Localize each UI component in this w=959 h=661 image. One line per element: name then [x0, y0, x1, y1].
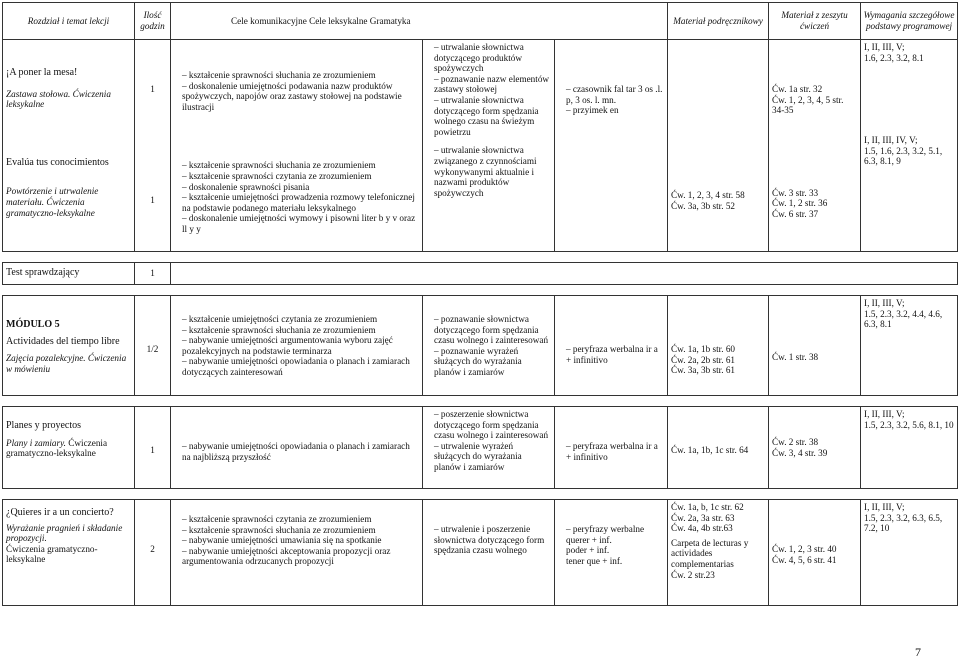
- requirement-code: 1.5, 2.3, 3.2, 5.6, 8.1, 10: [864, 419, 954, 430]
- requirement-code: I, II, III, V;: [864, 298, 905, 308]
- lex-item: – utrwalanie słownictwa dotyczącego form spędzania wolnego czasu na świeżym powietrzu: [426, 95, 551, 137]
- table-row: [3, 500, 958, 606]
- table-row: [3, 407, 958, 489]
- textbook-ref: Ćw. 2a, 2b str. 61: [671, 354, 736, 365]
- requirements-cell: [861, 296, 958, 396]
- workbook-ref: Ćw. 4, 5, 6 str. 41: [772, 554, 837, 565]
- topic-title: ¡A poner la mesa!: [6, 67, 78, 78]
- grammar-item: poder + inf.: [566, 545, 610, 556]
- topic-cell: [3, 296, 135, 396]
- lexical-goals-cell: [423, 407, 555, 489]
- goal-item: – kształcenie sprawności słuchania ze zrozumieniem: [174, 525, 419, 536]
- textbook-ref: Ćw. 3a, 3b str. 52: [671, 200, 736, 211]
- module-title: MÓDULO 5: [6, 319, 60, 330]
- grammar-item: – peryfraza werbalna ir a + infinitivo: [558, 344, 664, 365]
- textbook-ref: Carpeta de lecturas y actividades complementarias: [671, 537, 749, 569]
- hours-cell: 2: [135, 500, 171, 606]
- topic-cell: [3, 500, 135, 606]
- textbook-ref: Ćw. 2a, 3a str. 63: [671, 512, 735, 523]
- requirements-cell: [861, 40, 958, 252]
- textbook-cell: [668, 296, 769, 396]
- textbook-ref: Ćw. 1a, 1b str. 60: [671, 344, 736, 354]
- requirements-cell: [861, 407, 958, 489]
- requirement-code: I, II, III, V;: [864, 409, 905, 419]
- textbook-ref: Ćw. 3a, 3b str. 61: [671, 365, 736, 376]
- goal-item: – nabywanie umiejętności opowiadania o planach i zamiarach na najbliższą przyszłość: [174, 441, 419, 462]
- header-topic: Rozdział i temat lekcji: [3, 3, 135, 40]
- lexical-goals-cell: [423, 500, 555, 606]
- grammar-item: querer + inf.: [566, 534, 612, 545]
- requirement-code: I, II, III, IV, V;: [864, 135, 918, 146]
- goal-item: – kształcenie sprawności słuchania ze zrozumieniem: [174, 325, 419, 336]
- topic-cell: [3, 40, 135, 252]
- communication-goals-cell: [171, 40, 423, 252]
- textbook-ref: Ćw. 2 str.23: [671, 569, 715, 580]
- goal-item: – kształcenie sprawności słuchania ze zrozumieniem: [174, 70, 419, 81]
- hours-value: 1: [150, 194, 155, 205]
- goal-item: – kształcenie sprawności czytania ze zrozumieniem: [174, 514, 419, 525]
- topic-subtitle: Zastawa stołowa. Ćwiczenia leksykalne: [6, 88, 111, 110]
- header-row: [3, 3, 958, 40]
- textbook-ref: Ćw. 1a, b, 1c str. 62: [671, 502, 744, 512]
- workbook-cell: Ćw. 1 str. 38: [769, 296, 861, 396]
- header-goals: Cele komunikacyjne Cele leksykalne Gramatyka: [171, 3, 668, 40]
- hours-value: 1: [150, 84, 155, 94]
- workbook-ref: Ćw. 1a str. 32: [772, 84, 823, 94]
- textbook-cell: [668, 500, 769, 606]
- header-requirements: Wymagania szczegółowe podstawy programowej: [861, 3, 958, 40]
- header-hours: Ilość godzin: [135, 3, 171, 40]
- goal-item: – nabywanie umiejętności umawiania się na spotkanie: [174, 535, 419, 546]
- topic-title: Evalúa tus conocimientos: [6, 156, 109, 168]
- goal-item: – kształcenie sprawności czytania ze zrozumieniem: [174, 171, 419, 182]
- requirement-code: 1.5, 1.6, 2.3, 3.2, 5.1, 6.3, 8.1, 9: [864, 145, 943, 167]
- topic-subtitle: Plany i zamiary.: [6, 437, 66, 448]
- workbook-ref: Ćw. 1, 2, 3 str. 40: [772, 544, 837, 554]
- requirement-code: 1.5, 2.3, 3.2, 4.4, 4.6, 6.3, 8.1: [864, 308, 943, 330]
- topic-subtitle-rest: Ćwiczenia gramatyczno-leksykalne: [6, 437, 108, 459]
- goal-item: – kształcenie sprawności słuchania ze zrozumieniem: [174, 160, 419, 171]
- topic-subtitle: Powtórzenie i utrwalenie materiału. Ćwiczenia gramatyczno-leksykalne: [6, 186, 99, 218]
- test-hours: 1: [135, 263, 171, 285]
- grammar-item: – peryfrazy werbalne: [558, 524, 664, 535]
- topic-subtitle: Zajęcia pozalekcyjne. Ćwiczenia w mówieniu: [6, 353, 127, 374]
- topic-subtitle: Wyrażanie pragnień i składanie propozycji.: [6, 522, 123, 544]
- goal-item: – doskonalenie umiejętności wymowy i pisowni liter b y v oraz ll y y: [174, 213, 419, 234]
- test-label: Test sprawdzający: [3, 263, 135, 285]
- goal-item: – nabywanie umiejętności opowiadania o planach i zamiarach dotyczących zainteresowań: [174, 356, 419, 377]
- workbook-ref: Ćw. 1, 2, 3, 4, 5 str. 34-35: [772, 94, 844, 116]
- grammar-item: – przyimek en: [558, 105, 664, 116]
- topic-title: Actividades del tiempo libre: [6, 335, 120, 347]
- communication-goals-cell: [171, 500, 423, 606]
- workbook-ref: Ćw. 1, 2 str. 36: [772, 198, 828, 209]
- topic-title: ¿Quieres ir a un concierto?: [6, 507, 114, 518]
- communication-goals-cell: [171, 407, 423, 489]
- communication-goals-cell: [171, 296, 423, 396]
- table-row: [3, 296, 958, 396]
- requirement-code: I, II, III, V;: [864, 502, 905, 512]
- lex-item: – utrwalenie wyrażeń służących do wyrażania planów i zamiarów: [426, 441, 551, 473]
- requirement-code: 1.6, 2.3, 3.2, 8.1: [864, 52, 924, 63]
- grammar-item: – czasownik fal tar 3 os .l. p, 3 os. l. mn.: [558, 84, 664, 105]
- workbook-ref: Ćw. 3 str. 33: [772, 187, 819, 198]
- lex-item: – utrwalanie słownictwa związanego z czynnościami wykonywanymi aktualnie i nazwami produktów spożywczych: [426, 145, 551, 198]
- goal-item: – doskonalenie sprawności pisania: [174, 182, 419, 193]
- goal-item: – kształcenie umiejętności prowadzenia rozmowy telefonicznej na podstawie podanego materiału leksykalnego: [174, 192, 419, 213]
- hours-cell: 1: [135, 407, 171, 489]
- goal-item: – nabywanie umiejętności argumentowania wyboru zajęć pozalekcyjnych na podstawie terminarza: [174, 335, 419, 356]
- lexical-goals-cell: [423, 40, 555, 252]
- hours-cell: 1/2: [135, 296, 171, 396]
- grammar-item: tener que + inf.: [566, 555, 623, 566]
- topic-subtitle-rest: Ćwiczenia gramatyczno-leksykalne: [6, 543, 98, 565]
- lex-item: – poznawanie wyrażeń służących do wyrażania planów i zamiarów: [426, 346, 551, 378]
- textbook-cell: Ćw. 1a, 1b, 1c str. 64: [668, 407, 769, 489]
- workbook-cell: [769, 407, 861, 489]
- lex-item: – utrwalenie i poszerzenie słownictwa dotyczącego form spędzania czasu wolnego: [426, 524, 551, 556]
- textbook-ref: Ćw. 4a, 4b str.63: [671, 523, 733, 534]
- workbook-ref: Ćw. 6 str. 37: [772, 208, 819, 219]
- table-row: [3, 263, 958, 285]
- page-number: 7: [915, 645, 921, 659]
- lex-item: – poszerzenie słownictwa dotyczącego form spędzania czasu wolnego i zainteresowań: [426, 409, 551, 441]
- grammar-cell: [555, 40, 668, 252]
- lesson-plan-table: [2, 2, 958, 606]
- grammar-cell: [555, 500, 668, 606]
- textbook-ref: Ćw. 1, 2, 3, 4 str. 58: [671, 190, 745, 200]
- table-row: [3, 40, 958, 252]
- workbook-cell: [769, 500, 861, 606]
- grammar-cell: [555, 296, 668, 396]
- header-workbook: Materiał z zeszytu ćwiczeń: [769, 3, 861, 40]
- lex-item: – poznawanie słownictwa dotyczącego form spędzania czasu wolnego i zainteresowań: [426, 314, 551, 346]
- goal-item: – doskonalenie umiejętności podawania nazw produktów spożywczych, napojów oraz zastawy stołowej na podstawie ilustracji: [174, 81, 419, 113]
- topic-cell: [3, 407, 135, 489]
- workbook-ref: Ćw. 2 str. 38: [772, 437, 819, 447]
- lexical-goals-cell: [423, 296, 555, 396]
- topic-title: Planes y proyectos: [6, 420, 81, 431]
- grammar-item: – peryfraza werbalna ir a + infinitivo: [558, 441, 664, 462]
- requirement-code: I, II, III, V;: [864, 42, 905, 52]
- hours-cell: [135, 40, 171, 252]
- lex-item: – utrwalanie słownictwa dotyczącego produktów spożywczych: [426, 42, 551, 74]
- textbook-cell: [668, 40, 769, 252]
- workbook-ref: Ćw. 3, 4 str. 39: [772, 447, 828, 458]
- lex-item: – poznawanie nazw elementów zastawy stołowej: [426, 74, 551, 95]
- header-textbook: Materiał podręcznikowy: [668, 3, 769, 40]
- workbook-cell: [769, 40, 861, 252]
- requirement-code: 1.5, 2.3, 3.2, 6.3, 6.5, 7.2, 10: [864, 512, 943, 534]
- goal-item: – kształcenie umiejętności czytania ze zrozumieniem: [174, 314, 419, 325]
- test-empty: [171, 263, 958, 285]
- grammar-cell: [555, 407, 668, 489]
- requirements-cell: [861, 500, 958, 606]
- goal-item: – nabywanie umiejętności akceptowania propozycji oraz argumentowania odrzucanych propozycji: [174, 546, 419, 567]
